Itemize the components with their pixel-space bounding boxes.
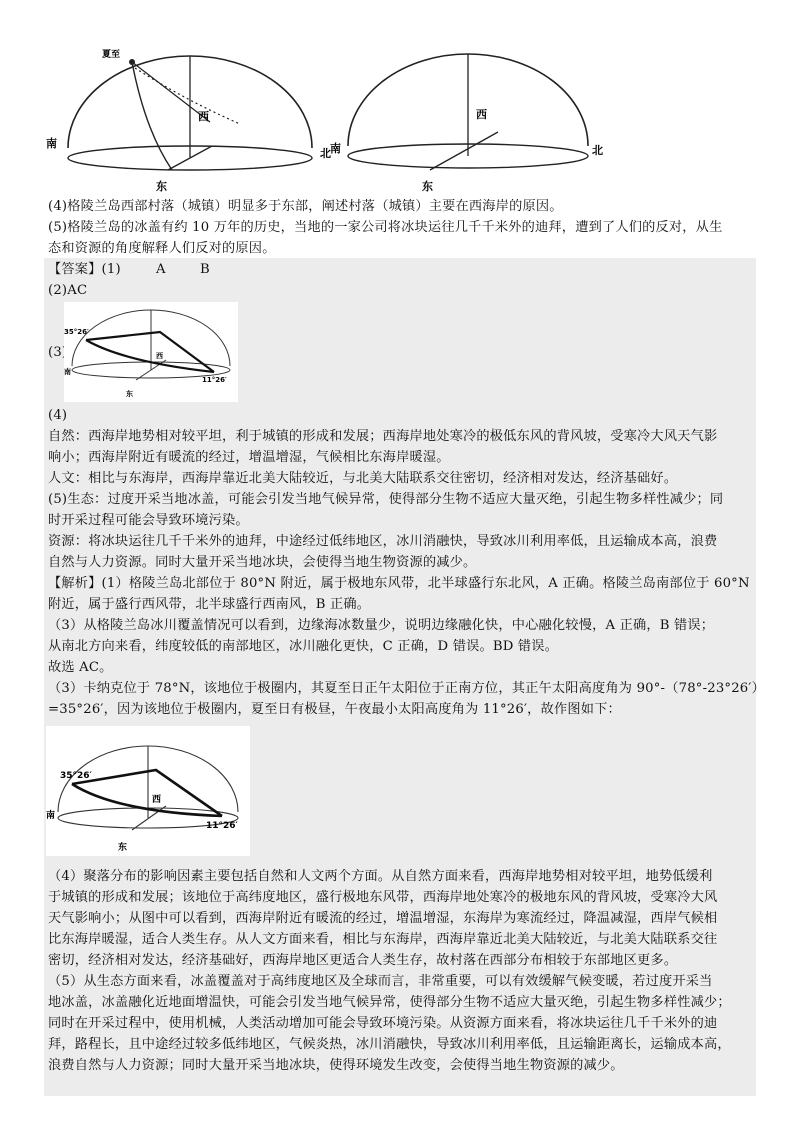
analysis-5-line4: 拜，路程长，且中途经过较多低纬地区，气候炎热，冰川消融快，导致冰川利用率低，且运输距离长，运输成本高，	[48, 1037, 731, 1052]
sun-path-high	[86, 332, 214, 372]
label-north: 北	[320, 147, 331, 160]
answer-5-resource-2: 自然与人力资源。同时大量开采当地冰块，会使得当地生物资源的减少。	[48, 555, 477, 570]
label-west: 西	[198, 110, 209, 123]
ew-line	[430, 132, 498, 170]
analysis-4: 从南北方向来看，纬度较低的南部地区，冰川融化更快，C 正确，D 错误。BD 错误。	[48, 639, 559, 654]
sun-path-low	[86, 340, 214, 372]
analysis-5: 故选 AC。	[48, 660, 113, 675]
answer-header	[48, 259, 210, 280]
analysis-2: 附近，属于盛行西风带，北半球盛行西南风，B 正确。	[48, 597, 371, 612]
label-alt-low: 11°26′	[206, 821, 238, 831]
analysis-5-line3: 同时在开采过程中，使用机械，人类活动增加可能会导致环境污染。从资源方面来看，将冰块运往几千千米外的迪	[48, 1016, 718, 1031]
label-south: 南	[46, 811, 56, 821]
label-south: 南	[64, 368, 71, 376]
answer-1-a: A	[156, 262, 166, 277]
sun-path-diagram-summer	[40, 40, 340, 200]
analysis-sun-path-diagram	[46, 726, 250, 856]
label-south: 南	[46, 137, 57, 150]
label-east: 东	[126, 390, 133, 398]
label-west: 西	[152, 795, 162, 805]
label-summer: 夏至	[102, 50, 121, 60]
analysis-3: （3）从格陵兰岛冰川覆盖情况可以看到，边缘海冰数量少，说明边缘融化快，中心融化较慢，A 正确，B 错误；	[48, 618, 715, 633]
answer-4: (4)	[48, 408, 68, 423]
label-south: 南	[330, 142, 341, 155]
label-alt-low: 11°26′	[202, 376, 227, 384]
summer-sun-path	[132, 62, 172, 170]
label-alt-high: 35°26′	[64, 328, 89, 336]
answer-1-b: B	[200, 262, 210, 277]
label-west: 西	[156, 352, 163, 360]
label-east: 东	[118, 843, 128, 853]
answer-label: 【答案】(1)	[48, 262, 121, 277]
analysis-5-line2: 地冰盖，冰盖融化近地面增温快，可能会引发当地气候异常，使得部分生物不适应大量灭绝，引起生物多样性减少；	[48, 995, 731, 1010]
analysis-7: =35°26′，因为该地位于极圈内，夏至日有极昼，午夜最小太阳高度角为 11°26′，故作图如下：	[48, 702, 621, 717]
question-5-line1: (5)格陵兰岛的冰盖有约 10 万年的历史，当地的一家公司将冰块运往几千千米外的迪拜，遭到了人们的反对，从生	[48, 220, 723, 235]
analysis-5-line5: 浪费自然与人力资源；同时大量开采当地冰块，使得环境发生改变，会使得当地生物资源的减少。	[48, 1058, 624, 1073]
question-4: (4)格陵兰岛西部村落（城镇）明显多于东部，阐述村落（城镇）主要在西海岸的原因。	[48, 199, 563, 214]
analysis-4-line3: 天气影响小；从图中可以看到，西海岸附近有暖流的经过，增温增湿，东海岸为寒流经过，降温减湿，西岸气候相	[48, 911, 718, 926]
sun-path-diagram-blank	[330, 40, 620, 200]
analysis-4-line2: 于城镇的形成和发展；该地位于高纬度地区，盛行极地东风带，西海岸地处寒冷的极地东风的背风坡，受寒冷大风	[48, 890, 718, 905]
analysis-4-line5: 密切，经济相对发达，经济基础好，西海岸地区更适合人类生存，故村落在西部分布相较于东部地区更多。	[48, 953, 678, 968]
analysis-4-line4: 比东海岸暖湿，适合人类生存。从人文方面来看，相比与东海岸，西海岸靠近北美大陆较近，与北美大陆联系交往	[48, 932, 718, 947]
answer-sun-path-diagram	[64, 302, 238, 402]
answer-4-natural-1: 自然：西海岸地势相对较平坦，利于城镇的形成和发展；西海岸地处寒冷的极低东风的背风坡，受寒冷大风天气影	[48, 429, 718, 444]
label-east: 东	[156, 180, 167, 193]
analysis-4-line1: （4）聚落分布的影响因素主要包括自然和人文两个方面。从自然方面来看，西海岸地势相对较平坦，地势低缓利	[48, 869, 713, 884]
analysis-5-line1: （5）从生态方面来看，冰盖覆盖对于高纬度地区及全球而言，非常重要，可以有效缓解气候变暖，若过度开采当	[48, 974, 713, 989]
answer-2: (2)AC	[48, 283, 88, 298]
sun-marker	[129, 59, 135, 65]
label-alt-high: 35°26′	[60, 771, 92, 781]
label-west: 西	[476, 108, 487, 121]
answer-5-resource-1: 资源：将冰块运往几千千米外的迪拜，中途经过低纬地区，冰川消融快，导致冰川利用率低，且运输成本高，浪费	[48, 534, 718, 549]
answer-5-ecology-2: 时开采过程可能会导致环境污染。	[48, 513, 249, 528]
label-east: 东	[422, 180, 433, 193]
answer-4-human: 人文：相比与东海岸，西海岸靠近北美大陆较近，与北美大陆联系交往密切，经济相对发达，经济基础好。	[48, 471, 678, 486]
answer-4-natural-2: 响小；西海岸附近有暖流的经过，增温增湿，气候相比东海岸暖湿。	[48, 450, 450, 465]
answer-5-ecology-1: (5)生态：过度开采当地冰盖，可能会引发当地气候异常，使得部分生物不适应大量灭绝，引起生物多样性减少；同	[48, 492, 724, 507]
answer-3: (3)	[48, 345, 68, 360]
analysis-6: （3）卡纳克位于 78°N，该地位于极圈内，其夏至日正午太阳位于正南方位，其正午太阳高度角为 90°-（78°-23°26′）	[48, 681, 765, 696]
analysis-1: 【解析】(1）格陵兰岛北部位于 80°N 附近，属于极地东风带，北半球盛行东北风，A 正确。格陵兰岛南部位于 60°N	[48, 576, 750, 591]
question-5-line2: 态和资源的角度解释人们反对的原因。	[48, 241, 276, 256]
label-north: 北	[592, 144, 603, 157]
